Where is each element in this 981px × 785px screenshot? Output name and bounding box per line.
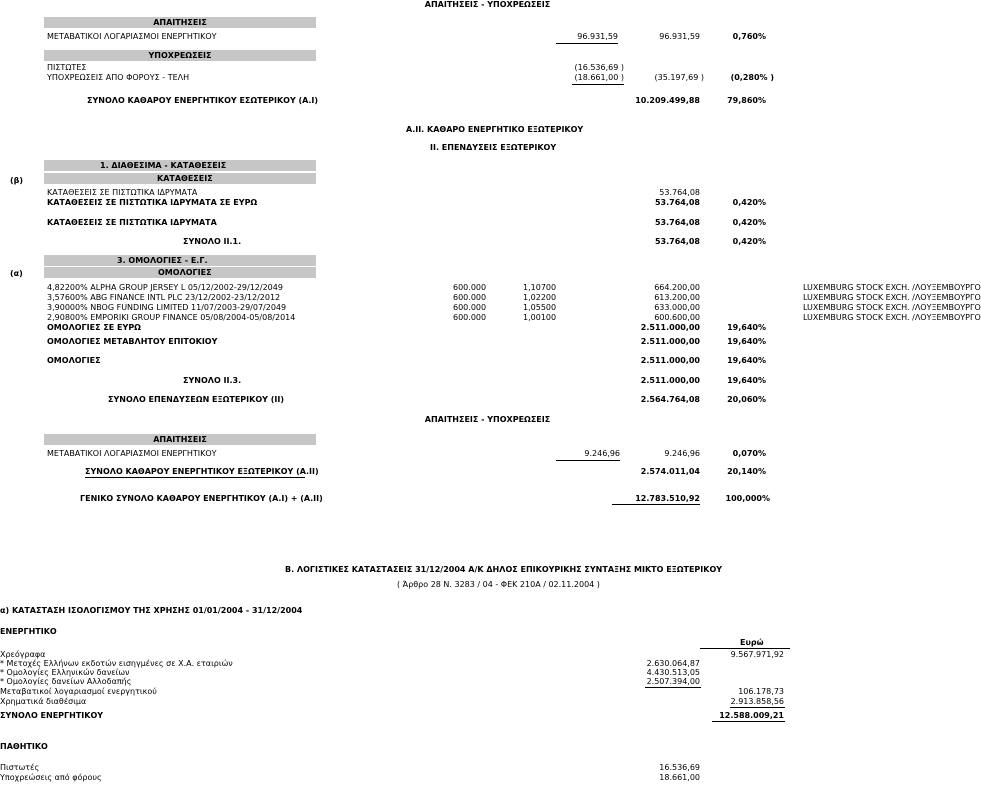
invest-total-pct: 20,060%: [727, 395, 766, 404]
omol-all-label: * Ομολογίες δανείων Αλλοδαπής: [0, 677, 132, 686]
bonds-total-label: ΣΥΝΟΛΟ ΙΙ.3.: [183, 376, 242, 385]
metavat-b-label: Μεταβατικοί λογαριασμοί ενεργητικού: [0, 687, 157, 696]
bond-row-1-qty: 600.000: [453, 283, 487, 292]
bond-row-2-value: 613.200,00: [654, 293, 700, 302]
omol-all-value: 2.507.394,00: [646, 677, 700, 686]
metavatikoi-value-1: 96.931,59: [577, 32, 618, 41]
metavatikoi-underline: [556, 43, 618, 44]
bond-row-2-market: LUXEMBURG STOCK EXCH. /ΛΟΥΞΕΜΒΟΥΡΓΟ: [803, 293, 981, 302]
synolo-energitikou-label: ΣΥΝΟΛΟ ΕΝΕΡΓΗΤΙΚΟΥ: [0, 711, 104, 720]
deposits-row3-pct: 0,420%: [732, 218, 766, 227]
deposits-row1-label: ΚΑΤΑΘΕΣΕΙΣ ΣΕ ΠΙΣΤΩΤΙΚΑ ΙΔΡΥΜΑΤΑ: [47, 188, 198, 197]
pistotes-b-value: 16.536,69: [659, 763, 700, 772]
bond-row-1-market: LUXEMBURG STOCK EXCH. /ΛΟΥΞΕΜΒΟΥΡΓΟ: [803, 283, 981, 292]
section-a2-subtitle: ΙΙ. ΕΠΕΝΔΥΣΕΙΣ ΕΞΩΤΕΡΙΚΟΥ: [430, 143, 557, 152]
mid-metavatikoi-underline: [556, 460, 620, 461]
deposits-total-label: ΣΥΝΟΛΟ ΙΙ.1.: [183, 237, 242, 246]
foroi-value-1: (18.661,00 ): [574, 73, 624, 82]
pistotes-b-label: Πιστωτές: [0, 763, 40, 772]
mid-apaitiseis-label: ΑΠΑΙΤΗΣΕΙΣ: [153, 435, 207, 444]
energitiko-heading: ΕΝΕΡΓΗΤΙΚΟ: [0, 627, 57, 636]
bonds-variable-value: 2.511.000,00: [640, 337, 700, 346]
synolo-exoterikou-underline: [85, 477, 305, 478]
section-a2-title: Α.ΙΙ. ΚΑΘΑΡΟ ΕΝΕΡΓΗΤΙΚΟ ΕΞΩΤΕΡΙΚΟΥ: [406, 125, 584, 134]
bonds-all-label: ΟΜΟΛΟΓΙΕΣ: [47, 356, 101, 365]
bond-row-4-price: 1,00100: [523, 313, 557, 322]
foroi-b-value: 18.661,00: [659, 773, 700, 782]
metoxes-label: * Μετοχές Ελλήνων εκδοτών εισηγμένες σε Χ.Α. εταιριών: [0, 659, 233, 668]
bond-row-1-value: 664.200,00: [654, 283, 700, 292]
bond-row-1-price: 1,10700: [523, 283, 557, 292]
bond-row-3-market: LUXEMBURG STOCK EXCH. /ΛΟΥΞΕΜΒΟΥΡΓΟ: [803, 303, 981, 312]
foroi-pct: (0,280% ): [730, 73, 774, 82]
synolo-esoterikou-pct: 79,860%: [727, 96, 766, 105]
deposits-title: 1. ΔΙΑΘΕΣΙΜΑ - ΚΑΤΑΘΕΣΕΙΣ: [100, 161, 227, 170]
metavat-b-value: 106.178,73: [738, 687, 784, 696]
omologies-label: ΟΜΟΛΟΓΙΕΣ: [158, 268, 212, 277]
xreografa-value: 9.567.971,92: [730, 650, 784, 659]
synolo-esoterikou-value: 10.209.499,88: [635, 96, 700, 105]
synolo-exoterikou-value: 2.574.011,04: [640, 467, 700, 476]
metoxes-value: 2.630.064,87: [646, 659, 700, 668]
bonds-variable-label: ΟΜΟΛΟΓΙΕΣ ΜΕΤΑΒΛΗΤΟΥ ΕΠΙΤΟΚΙΟΥ: [47, 337, 218, 346]
xreografa-label: Χρεόγραφα: [0, 650, 46, 659]
ypoxreoseis-label: ΥΠΟΧΡΕΩΣΕΙΣ: [148, 51, 212, 60]
metavatikoi-value-2: 96.931,59: [659, 32, 700, 41]
bond-row-4-value: 600.600,00: [654, 313, 700, 322]
geniko-synolo-underline: [612, 504, 700, 505]
currency-underline: [700, 648, 790, 649]
pathitiko-heading: ΠΑΘΗΤΙΚΟ: [0, 742, 48, 751]
bonds-title: 3. ΟΜΟΛΟΓΙΕΣ - Ε.Γ.: [117, 256, 208, 265]
synolo-energitikou-underline: [712, 721, 785, 722]
bond-row-1-name: 4,82200% ALPHA GROUP JERSEY L 05/12/2002-29/12/2049: [47, 283, 283, 292]
currency-label: Ευρώ: [740, 638, 764, 647]
katatheseis-label: ΚΑΤΑΘΕΣΕΙΣ: [157, 174, 213, 183]
bonds-letter: (α): [10, 269, 23, 278]
mid-metavatikoi-value-2: 9.246,96: [664, 449, 700, 458]
geniko-synolo-pct: 100,000%: [725, 494, 770, 503]
deposits-total-value: 53.764,08: [654, 237, 700, 246]
deposits-total-pct: 0,420%: [732, 237, 766, 246]
mid-metavatikoi-label: ΜΕΤΑΒΑΤΙΚΟΙ ΛΟΓΑΡΙΑΣΜΟΙ ΕΝΕΡΓΗΤΙΚΟΥ: [47, 449, 217, 458]
pistotes-label: ΠΙΣΤΩΤΕΣ: [47, 63, 87, 72]
diathesima-value: 2.913.858,56: [730, 697, 784, 706]
bond-row-2-price: 1,02200: [523, 293, 557, 302]
bonds-all-pct: 19,640%: [727, 356, 766, 365]
bond-row-4-market: LUXEMBURG STOCK EXCH. /ΛΟΥΞΕΜΒΟΥΡΓΟ: [803, 313, 981, 322]
synolo-esoterikou-label: ΣΥΝΟΛΟ ΚΑΘΑΡΟΥ ΕΝΕΡΓΗΤΙΚΟΥ ΕΣΩΤΕΡΙΚΟΥ (Α.Ι): [87, 96, 319, 105]
foroi-value-2: (35.197,69 ): [654, 73, 704, 82]
pistotes-value: (16.536,69 ): [574, 63, 624, 72]
diathesima-underline: [730, 707, 785, 708]
deposits-row3-label: ΚΑΤΑΘΕΣΕΙΣ ΣΕ ΠΙΣΤΩΤΙΚΑ ΙΔΡΥΜΑΤΑ: [47, 218, 217, 227]
metavatikoi-label: ΜΕΤΑΒΑΤΙΚΟΙ ΛΟΓΑΡΙΑΣΜΟΙ ΕΝΕΡΓΗΤΙΚΟΥ: [47, 32, 217, 41]
invest-total-value: 2.564.764,08: [640, 395, 700, 404]
metavatikoi-pct: 0,760%: [732, 32, 766, 41]
top-header: ΑΠΑΙΤΗΣΕΙΣ - ΥΠΟΧΡΕΩΣΕΙΣ: [424, 0, 551, 9]
bond-row-3-price: 1,05500: [523, 303, 557, 312]
foroi-label: ΥΠΟΧΡΕΩΣΕΙΣ ΑΠΟ ΦΟΡΟΥΣ - ΤΕΛΗ: [47, 73, 190, 82]
deposits-letter: (β): [10, 176, 24, 185]
foroi-underline: [572, 84, 624, 85]
bonds-total-pct: 19,640%: [727, 376, 766, 385]
mid-header: ΑΠΑΙΤΗΣΕΙΣ - ΥΠΟΧΡΕΩΣΕΙΣ: [424, 415, 551, 424]
deposits-row3-value: 53.764,08: [654, 218, 700, 227]
synolo-energitikou-value: 12.588.009,21: [719, 711, 784, 720]
bond-row-4-name: 2,90800% EMPORIKI GROUP FINANCE 05/08/2004-05/08/2014: [47, 313, 296, 322]
bond-row-3-qty: 600.000: [453, 303, 487, 312]
bonds-variable-pct: 19,640%: [727, 337, 766, 346]
bonds-all-value: 2.511.000,00: [640, 356, 700, 365]
apaitiseis-label: ΑΠΑΙΤΗΣΕΙΣ: [153, 18, 207, 27]
bond-row-3-name: 3,90000% NBOG FUNDING LIMITED 11/07/2003-29/07/2049: [47, 303, 287, 312]
synolo-exoterikou-label: ΣΥΝΟΛΟ ΚΑΘΑΡΟΥ ΕΝΕΡΓΗΤΙΚΟΥ ΕΞΩΤΕΡΙΚΟΥ (Α.ΙΙ): [85, 467, 319, 476]
omol-ell-label: * Ομολογίες Ελληνικών δανείων: [0, 668, 130, 677]
mid-metavatikoi-value-1: 9.246,96: [584, 449, 620, 458]
deposits-row2-value: 53.764,08: [654, 198, 700, 207]
geniko-synolo-value: 12.783.510,92: [635, 494, 700, 503]
deposits-row2-pct: 0,420%: [732, 198, 766, 207]
synolo-exoterikou-pct: 20,140%: [727, 467, 766, 476]
bonds-euro-value: 2.511.000,00: [640, 323, 700, 332]
mid-metavatikoi-pct: 0,070%: [732, 449, 766, 458]
bond-row-2-name: 3,57600% ABG FINANCE INTL PLC 23/12/2002-23/12/2012: [47, 293, 281, 302]
invest-total-label: ΣΥΝΟΛΟ ΕΠΕΝΔΥΣΕΩΝ ΕΞΩΤΕΡΙΚΟΥ (ΙΙ): [108, 395, 284, 404]
bonds-total-value: 2.511.000,00: [640, 376, 700, 385]
section-b-title: Β. ΛΟΓΙΣΤΙΚΕΣ ΚΑΤΑΣΤΑΣΕΙΣ 31/12/2004 Α/Κ ΔΗΛΟΣ ΕΠΙΚΟΥΡΙΚΗΣ ΣΥΝΤΑΞΗΣ ΜΙΚΤΟ ΕΞΩΤΕΡΙΚΟΥ: [285, 565, 723, 574]
deposits-row1-value: 53.764,08: [659, 188, 700, 197]
bond-row-4-qty: 600.000: [453, 313, 487, 322]
deposits-row2-label: ΚΑΤΑΘΕΣΕΙΣ ΣΕ ΠΙΣΤΩΤΙΚΑ ΙΔΡΥΜΑΤΑ ΣΕ ΕΥΡΩ: [47, 198, 258, 207]
section-b-subtitle: ( Άρθρο 28 Ν. 3283 / 04 - ΦΕΚ 210Α / 02.11.2004 ): [397, 580, 600, 589]
geniko-synolo-label: ΓΕΝΙΚΟ ΣΥΝΟΛΟ ΚΑΘΑΡΟΥ ΕΝΕΡΓΗΤΙΚΟΥ (Α.Ι) + (Α.ΙΙ): [80, 494, 323, 503]
bonds-euro-pct: 19,640%: [727, 323, 766, 332]
diathesima-label: Χρηματικά διαθέσιμα: [0, 697, 87, 706]
bond-row-3-value: 633.000,00: [654, 303, 700, 312]
bond-row-2-qty: 600.000: [453, 293, 487, 302]
omol-ell-value: 4.430.513,05: [646, 668, 700, 677]
bonds-euro-label: ΟΜΟΛΟΓΙΕΣ ΣΕ ΕΥΡΩ: [47, 323, 141, 332]
statement-title: α) ΚΑΤΑΣΤΑΣΗ ΙΣΟΛΟΓΙΣΜΟΥ ΤΗΣ ΧΡΗΣΗΣ 01/01/2004 - 31/12/2004: [0, 606, 303, 615]
foroi-b-label: Υποχρεώσεις από φόρους: [0, 773, 102, 782]
